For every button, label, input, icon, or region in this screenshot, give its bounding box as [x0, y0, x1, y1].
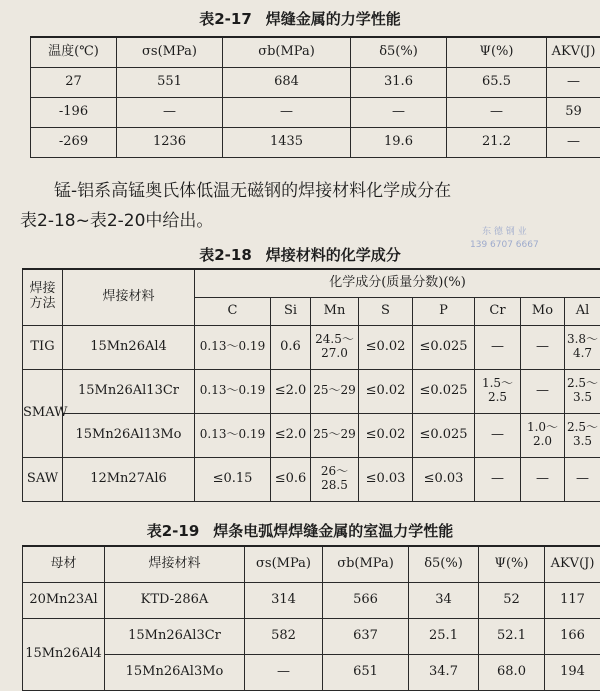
table-cell: —: [547, 67, 600, 97]
table-title: 焊缝金属的力学性能: [265, 10, 401, 28]
table-number: 表2-18: [199, 246, 252, 264]
table-cell: 25～29: [311, 413, 359, 457]
table-cell: —: [245, 654, 323, 690]
table-cell: ≤0.025: [413, 369, 475, 413]
header-cell: Si: [271, 297, 311, 325]
table-title: 焊接材料的化学成分: [265, 246, 401, 264]
table-cell: 1.0～2.0: [521, 413, 565, 457]
header-cell: σs(MPa): [245, 546, 323, 582]
table-cell: 117: [545, 582, 600, 618]
header-cell: Cr: [475, 297, 521, 325]
table-cell: 551: [117, 67, 223, 97]
table-cell: 194: [545, 654, 600, 690]
table-cell: 1236: [117, 127, 223, 157]
table-cell: 24.5～27.0: [311, 325, 359, 369]
table-cell: 15Mn26Al3Cr: [105, 618, 245, 654]
table-cell: 21.2: [447, 127, 547, 157]
table-row: [23, 618, 600, 654]
table-cell: 684: [223, 67, 351, 97]
table-cell: —: [547, 127, 600, 157]
table-cell: 25.1: [409, 618, 479, 654]
table-row: [23, 325, 600, 369]
table-cell: 68.0: [479, 654, 545, 690]
table-cell: —: [117, 97, 223, 127]
paragraph-line: 锰-铝系高锰奥氏体低温无磁钢的焊接材料化学成分在: [54, 181, 452, 201]
table-cell: -196: [31, 97, 117, 127]
table-cell: 1435: [223, 127, 351, 157]
table-cell: —: [475, 325, 521, 369]
table-cell: -269: [31, 127, 117, 157]
header-cell: S: [359, 297, 413, 325]
table-cell: —: [565, 457, 600, 501]
table-2-18-caption: [0, 244, 600, 265]
table-cell: ≤0.6: [271, 457, 311, 501]
table-cell: 3.8～4.7: [565, 325, 600, 369]
stamp-line: 139 6707 6667: [470, 240, 539, 250]
table-cell: 166: [545, 618, 600, 654]
header-cell: δ5(%): [351, 37, 447, 67]
table-cell: —: [521, 457, 565, 501]
table-cell: 59: [547, 97, 600, 127]
table-cell: ≤0.02: [359, 325, 413, 369]
table-cell: 2.5～3.5: [565, 413, 600, 457]
table-2-17-caption: [0, 8, 600, 29]
table-cell: 52.1: [479, 618, 545, 654]
table-cell: 27: [31, 67, 117, 97]
header-cell: 焊接方法: [23, 269, 63, 325]
table-cell: 637: [323, 618, 409, 654]
table-cell: ≤0.025: [413, 413, 475, 457]
table-cell: 1.5～2.5: [475, 369, 521, 413]
table-cell: 25～29: [311, 369, 359, 413]
table-cell: 12Mn27Al6: [63, 457, 195, 501]
table-header-row: [31, 37, 600, 67]
table-cell: 52: [479, 582, 545, 618]
header-cell: Ψ(%): [447, 37, 547, 67]
header-cell: Mn: [311, 297, 359, 325]
table-row: [23, 654, 600, 690]
header-group-cell: 化学成分(质量分数)(%): [195, 269, 600, 297]
table-cell: 20Mn23Al: [23, 582, 105, 618]
table-row: [23, 457, 600, 501]
table-cell: 26～28.5: [311, 457, 359, 501]
table-cell: 15Mn26Al13Cr: [63, 369, 195, 413]
table-cell: —: [475, 457, 521, 501]
header-cell: σs(MPa): [117, 37, 223, 67]
header-cell: 焊接材料: [105, 546, 245, 582]
table-cell: 34.7: [409, 654, 479, 690]
table-cell: 566: [323, 582, 409, 618]
table-cell: ≤0.03: [359, 457, 413, 501]
table-number: 表2-17: [199, 10, 252, 28]
table-cell: 0.6: [271, 325, 311, 369]
table-row: [23, 369, 600, 413]
header-cell: Mo: [521, 297, 565, 325]
table-row: [23, 582, 600, 618]
header-cell: P: [413, 297, 475, 325]
table-row: [23, 413, 600, 457]
table-cell: 582: [245, 618, 323, 654]
table-cell: ≤2.0: [271, 369, 311, 413]
table-cell: —: [475, 413, 521, 457]
table-cell: ≤0.15: [195, 457, 271, 501]
table-2-17: [30, 36, 600, 158]
table-cell: 0.13～0.19: [195, 413, 271, 457]
table-cell: —: [521, 369, 565, 413]
table-cell: 651: [323, 654, 409, 690]
table-cell: —: [223, 97, 351, 127]
table-cell: ≤2.0: [271, 413, 311, 457]
table-2-18: [22, 268, 600, 502]
table-cell: 31.6: [351, 67, 447, 97]
header-cell: AKV(J): [545, 546, 600, 582]
table-cell: 0.13～0.19: [195, 369, 271, 413]
table-cell: ≤0.03: [413, 457, 475, 501]
header-cell: Ψ(%): [479, 546, 545, 582]
paragraph-line: 表2-18~表2-20中给出。: [20, 211, 214, 231]
table-cell: 15Mn26Al4: [23, 618, 105, 690]
header-cell: C: [195, 297, 271, 325]
table-cell: —: [351, 97, 447, 127]
table-number: 表2-19: [146, 522, 200, 540]
table-cell: SAW: [23, 457, 63, 501]
header-cell: σb(MPa): [223, 37, 351, 67]
header-cell: 温度(℃): [31, 37, 117, 67]
header-cell: 母材: [23, 546, 105, 582]
table-cell: SMAW: [23, 369, 63, 457]
table-header-row: [23, 546, 600, 582]
header-cell: 焊接材料: [63, 269, 195, 325]
table-cell: TIG: [23, 325, 63, 369]
table-cell: 19.6: [351, 127, 447, 157]
table-cell: 15Mn26Al3Mo: [105, 654, 245, 690]
header-cell: AKV(J): [547, 37, 600, 67]
table-cell: —: [447, 97, 547, 127]
header-cell: δ5(%): [409, 546, 479, 582]
table-title: 焊条电弧焊焊缝金属的室温力学性能: [213, 522, 454, 540]
table-cell: 2.5～3.5: [565, 369, 600, 413]
table-cell: ≤0.02: [359, 413, 413, 457]
table-header-row: [23, 269, 600, 297]
table-cell: 65.5: [447, 67, 547, 97]
table-cell: 0.13～0.19: [195, 325, 271, 369]
table-cell: 15Mn26Al4: [63, 325, 195, 369]
table-cell: KTD-286A: [105, 582, 245, 618]
table-cell: —: [521, 325, 565, 369]
table-cell: ≤0.025: [413, 325, 475, 369]
header-cell: Al: [565, 297, 600, 325]
table-row: [31, 97, 600, 127]
stamp-line: 东 德 钢 业: [482, 227, 527, 237]
table-cell: 314: [245, 582, 323, 618]
table-cell: ≤0.02: [359, 369, 413, 413]
table-cell: 34: [409, 582, 479, 618]
table-2-19: [22, 545, 600, 691]
table-row: [31, 127, 600, 157]
table-cell: 15Mn26Al13Mo: [63, 413, 195, 457]
table-2-19-caption: [0, 520, 600, 541]
table-row: [31, 67, 600, 97]
header-cell: σb(MPa): [323, 546, 409, 582]
